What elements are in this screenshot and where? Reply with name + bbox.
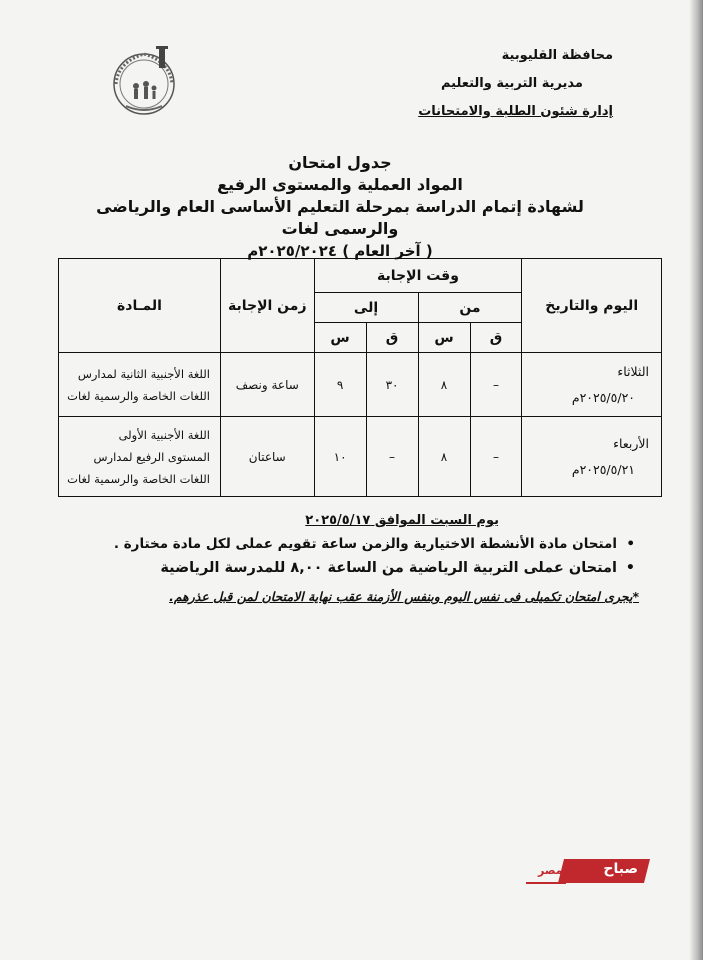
header-to-minute: ق <box>366 323 418 353</box>
table-row <box>59 353 662 417</box>
exam-date: ٢٠٢٥/٥/٢١م <box>571 461 635 477</box>
header-to-hour: س <box>314 323 366 353</box>
title-certificate: لشهادة إتمام الدراسة بمرحلة التعليم الأساسى العام والرياضى والرسمى لغات <box>96 197 584 238</box>
title-exam-schedule: جدول امتحان <box>288 153 392 172</box>
table-row <box>59 417 662 497</box>
footnote-text: *يجرى امتحان تكميلى فى نفس اليوم وبنفس الأزمنة عقب نهاية الامتحان لمن قبل عذرهم. <box>169 589 639 604</box>
from-minute-cell: – <box>470 353 522 417</box>
header-from-hour: س <box>418 323 470 353</box>
title-year: ( آخر العام ) ٢٠٢٥/٢٠٢٤م <box>247 242 433 260</box>
department-name: إدارة شئون الطلبة والامتحانات <box>418 104 613 119</box>
header-to: إلى <box>314 293 418 323</box>
day-date-cell <box>522 417 662 497</box>
directorate-name: مديرية التربية والتعليم <box>440 76 583 91</box>
footnote <box>39 586 639 608</box>
title-subjects: المواد العملية والمستوى الرفيع <box>217 175 463 194</box>
to-minute-cell: ٣٠ <box>366 353 418 417</box>
day-name: الثلاثاء <box>617 363 649 379</box>
governorate-name: محافظة القليوبية <box>501 48 613 63</box>
header-block <box>418 42 613 126</box>
bullet-dot-icon: • <box>626 536 635 552</box>
bullet-text: امتحان مادة الأنشطة الاختيارية والزمن ساعة تقويم عملى لكل مادة مختارة . <box>113 536 617 552</box>
subject-line: اللغة الأجنبية الثانية لمدارس <box>77 366 210 381</box>
page-edge <box>689 0 703 960</box>
from-minute-cell: – <box>470 417 522 497</box>
logo-word-masr: مصر <box>538 864 563 877</box>
bullet-activities <box>39 532 639 556</box>
header-day-date: اليوم والتاريخ <box>522 259 662 353</box>
schedule-table <box>58 258 662 497</box>
ministry-emblem-icon <box>104 40 184 120</box>
day-name: الأربعاء <box>613 435 649 451</box>
to-hour-cell: ٩ <box>314 353 366 417</box>
bullet-text: امتحان عملى التربية الرياضية من الساعة ٨,٠٠ للمدرسة الرياضية <box>160 560 617 576</box>
day-date-cell <box>522 353 662 417</box>
subject-line: اللغة الأجنبية الأولى <box>118 427 210 442</box>
to-minute-cell: – <box>366 417 418 497</box>
exam-date: ٢٠٢٥/٥/٢٠م <box>571 389 635 405</box>
header-duration: زمن الإجابة <box>220 259 314 353</box>
notes-block <box>39 510 639 608</box>
to-hour-cell: ١٠ <box>314 417 366 497</box>
logo-word-sabah: صباح <box>603 861 638 877</box>
saturday-date-text: يوم السبت الموافق ٢٠٢٥/٥/١٧ <box>305 513 499 528</box>
subject-line: اللغات الخاصة والرسمية لغات <box>67 388 210 403</box>
duration-cell: ساعتان <box>220 417 314 497</box>
subject-line: اللغات الخاصة والرسمية لغات <box>67 471 210 486</box>
from-hour-cell: ٨ <box>418 417 470 497</box>
sabah-masr-logo <box>526 856 650 886</box>
titles-block <box>60 152 620 262</box>
bullet-sports <box>39 556 639 580</box>
duration-cell: ساعة ونصف <box>220 353 314 417</box>
header-answer-time: وقت الإجابة <box>314 259 522 293</box>
header-from-minute: ق <box>470 323 522 353</box>
subject-cell <box>59 417 221 497</box>
subject-line: المستوى الرفيع لمدارس <box>93 449 210 464</box>
from-hour-cell: ٨ <box>418 353 470 417</box>
subject-cell <box>59 353 221 417</box>
bullet-dot-icon: • <box>625 560 635 576</box>
header-subject: المـادة <box>59 259 221 353</box>
header-from: من <box>418 293 522 323</box>
saturday-note <box>39 510 499 532</box>
